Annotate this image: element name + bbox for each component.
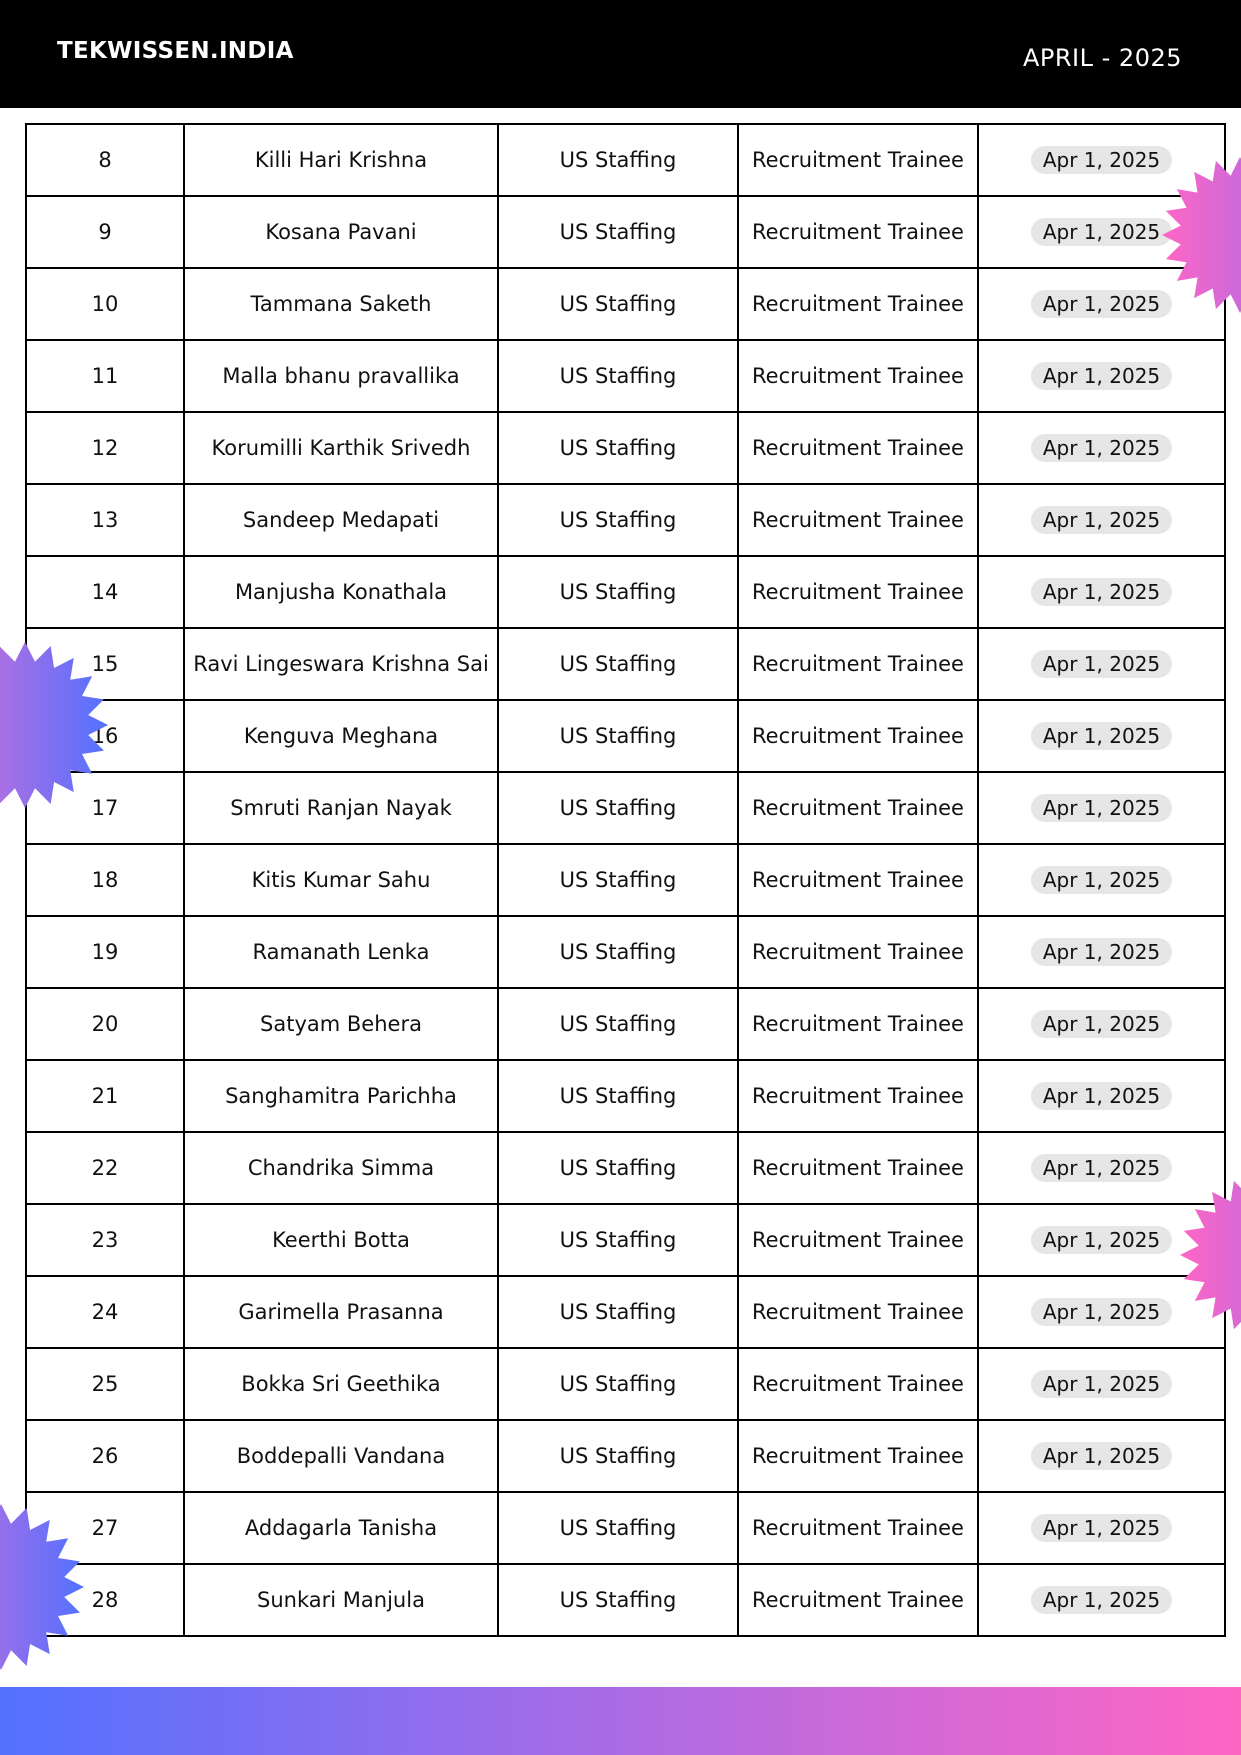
table-row bbox=[26, 916, 1225, 988]
start-date-cell bbox=[978, 1420, 1225, 1492]
role-cell: Recruitment Trainee bbox=[738, 484, 978, 556]
starburst-shape bbox=[1180, 1177, 1241, 1333]
employee-name-cell: Smruti Ranjan Nayak bbox=[184, 772, 498, 844]
department-cell: US Staffing bbox=[498, 772, 738, 844]
table-row bbox=[26, 1348, 1225, 1420]
row-number-cell: 17 bbox=[26, 772, 184, 844]
department-cell: US Staffing bbox=[498, 412, 738, 484]
role-cell: Recruitment Trainee bbox=[738, 844, 978, 916]
start-date-cell bbox=[978, 556, 1225, 628]
starburst-icon bbox=[1160, 155, 1241, 315]
table-row bbox=[26, 340, 1225, 412]
starburst-shape bbox=[0, 642, 108, 808]
table-row bbox=[26, 1492, 1225, 1564]
department-cell: US Staffing bbox=[498, 340, 738, 412]
department-cell: US Staffing bbox=[498, 628, 738, 700]
row-number-cell: 18 bbox=[26, 844, 184, 916]
table-row bbox=[26, 1564, 1225, 1636]
table-row bbox=[26, 196, 1225, 268]
starburst-icon bbox=[0, 1502, 86, 1672]
date-chip: Apr 1, 2025 bbox=[1031, 938, 1172, 966]
row-number-cell: 11 bbox=[26, 340, 184, 412]
role-cell: Recruitment Trainee bbox=[738, 772, 978, 844]
start-date-cell bbox=[978, 772, 1225, 844]
row-number-cell: 14 bbox=[26, 556, 184, 628]
table-row bbox=[26, 484, 1225, 556]
date-chip: Apr 1, 2025 bbox=[1031, 1298, 1172, 1326]
employee-name-cell: Addagarla Tanisha bbox=[184, 1492, 498, 1564]
table-row bbox=[26, 988, 1225, 1060]
row-number-cell: 27 bbox=[26, 1492, 184, 1564]
role-cell: Recruitment Trainee bbox=[738, 1060, 978, 1132]
role-cell: Recruitment Trainee bbox=[738, 1132, 978, 1204]
role-cell: Recruitment Trainee bbox=[738, 124, 978, 196]
employee-name-cell: Malla bhanu pravallika bbox=[184, 340, 498, 412]
start-date-cell bbox=[978, 916, 1225, 988]
date-chip: Apr 1, 2025 bbox=[1031, 578, 1172, 606]
role-cell: Recruitment Trainee bbox=[738, 916, 978, 988]
starburst-icon bbox=[0, 640, 110, 810]
date-chip: Apr 1, 2025 bbox=[1031, 722, 1172, 750]
employee-name-cell: Ramanath Lenka bbox=[184, 916, 498, 988]
table-row bbox=[26, 1060, 1225, 1132]
table-row bbox=[26, 124, 1225, 196]
start-date-cell bbox=[978, 844, 1225, 916]
table-row bbox=[26, 268, 1225, 340]
role-cell: Recruitment Trainee bbox=[738, 1276, 978, 1348]
department-cell: US Staffing bbox=[498, 916, 738, 988]
role-cell: Recruitment Trainee bbox=[738, 268, 978, 340]
start-date-cell bbox=[978, 1564, 1225, 1636]
department-cell: US Staffing bbox=[498, 988, 738, 1060]
table-row bbox=[26, 412, 1225, 484]
date-chip: Apr 1, 2025 bbox=[1031, 1586, 1172, 1614]
role-cell: Recruitment Trainee bbox=[738, 556, 978, 628]
row-number-cell: 16 bbox=[26, 700, 184, 772]
footer-gradient-bar bbox=[0, 1687, 1241, 1755]
employee-name-cell: Garimella Prasanna bbox=[184, 1276, 498, 1348]
employee-name-cell: Sandeep Medapati bbox=[184, 484, 498, 556]
role-cell: Recruitment Trainee bbox=[738, 340, 978, 412]
department-cell: US Staffing bbox=[498, 268, 738, 340]
table-row bbox=[26, 1276, 1225, 1348]
date-chip: Apr 1, 2025 bbox=[1031, 1082, 1172, 1110]
date-chip: Apr 1, 2025 bbox=[1031, 1010, 1172, 1038]
row-number-cell: 15 bbox=[26, 628, 184, 700]
row-number-cell: 24 bbox=[26, 1276, 184, 1348]
date-chip: Apr 1, 2025 bbox=[1031, 146, 1172, 174]
date-chip: Apr 1, 2025 bbox=[1031, 794, 1172, 822]
row-number-cell: 19 bbox=[26, 916, 184, 988]
employee-name-cell: Sunkari Manjula bbox=[184, 1564, 498, 1636]
start-date-cell bbox=[978, 1348, 1225, 1420]
table-row bbox=[26, 1204, 1225, 1276]
start-date-cell bbox=[978, 340, 1225, 412]
department-cell: US Staffing bbox=[498, 556, 738, 628]
employee-name-cell: Korumilli Karthik Srivedh bbox=[184, 412, 498, 484]
table-row bbox=[26, 1420, 1225, 1492]
start-date-cell bbox=[978, 700, 1225, 772]
date-chip: Apr 1, 2025 bbox=[1031, 362, 1172, 390]
start-date-cell bbox=[978, 628, 1225, 700]
department-cell: US Staffing bbox=[498, 1132, 738, 1204]
brand-title: TEKWISSEN.INDIA bbox=[57, 38, 294, 64]
start-date-cell bbox=[978, 1492, 1225, 1564]
department-cell: US Staffing bbox=[498, 1492, 738, 1564]
employee-name-cell: Chandrika Simma bbox=[184, 1132, 498, 1204]
row-number-cell: 28 bbox=[26, 1564, 184, 1636]
role-cell: Recruitment Trainee bbox=[738, 700, 978, 772]
employee-name-cell: Sanghamitra Parichha bbox=[184, 1060, 498, 1132]
table-row bbox=[26, 700, 1225, 772]
employee-table-body bbox=[26, 124, 1225, 1636]
row-number-cell: 25 bbox=[26, 1348, 184, 1420]
role-cell: Recruitment Trainee bbox=[738, 1420, 978, 1492]
row-number-cell: 9 bbox=[26, 196, 184, 268]
employee-name-cell: Manjusha Konathala bbox=[184, 556, 498, 628]
date-chip: Apr 1, 2025 bbox=[1031, 866, 1172, 894]
department-cell: US Staffing bbox=[498, 484, 738, 556]
row-number-cell: 12 bbox=[26, 412, 184, 484]
department-cell: US Staffing bbox=[498, 124, 738, 196]
row-number-cell: 13 bbox=[26, 484, 184, 556]
row-number-cell: 10 bbox=[26, 268, 184, 340]
date-chip: Apr 1, 2025 bbox=[1031, 650, 1172, 678]
employee-name-cell: Boddepalli Vandana bbox=[184, 1420, 498, 1492]
department-cell: US Staffing bbox=[498, 1420, 738, 1492]
employee-name-cell: Killi Hari Krishna bbox=[184, 124, 498, 196]
start-date-cell bbox=[978, 988, 1225, 1060]
date-chip: Apr 1, 2025 bbox=[1031, 506, 1172, 534]
employee-name-cell: Kosana Pavani bbox=[184, 196, 498, 268]
period-label: APRIL - 2025 bbox=[1022, 44, 1182, 72]
role-cell: Recruitment Trainee bbox=[738, 1204, 978, 1276]
employee-name-cell: Kitis Kumar Sahu bbox=[184, 844, 498, 916]
department-cell: US Staffing bbox=[498, 1276, 738, 1348]
department-cell: US Staffing bbox=[498, 196, 738, 268]
start-date-cell bbox=[978, 484, 1225, 556]
table-row bbox=[26, 628, 1225, 700]
date-chip: Apr 1, 2025 bbox=[1031, 1370, 1172, 1398]
row-number-cell: 26 bbox=[26, 1420, 184, 1492]
start-date-cell bbox=[978, 1060, 1225, 1132]
employee-name-cell: Satyam Behera bbox=[184, 988, 498, 1060]
department-cell: US Staffing bbox=[498, 844, 738, 916]
date-chip: Apr 1, 2025 bbox=[1031, 1154, 1172, 1182]
row-number-cell: 23 bbox=[26, 1204, 184, 1276]
employee-name-cell: Kenguva Meghana bbox=[184, 700, 498, 772]
role-cell: Recruitment Trainee bbox=[738, 1348, 978, 1420]
row-number-cell: 22 bbox=[26, 1132, 184, 1204]
row-number-cell: 20 bbox=[26, 988, 184, 1060]
employee-name-cell: Ravi Lingeswara Krishna Sai bbox=[184, 628, 498, 700]
role-cell: Recruitment Trainee bbox=[738, 988, 978, 1060]
department-cell: US Staffing bbox=[498, 1564, 738, 1636]
start-date-cell bbox=[978, 412, 1225, 484]
role-cell: Recruitment Trainee bbox=[738, 628, 978, 700]
role-cell: Recruitment Trainee bbox=[738, 412, 978, 484]
role-cell: Recruitment Trainee bbox=[738, 196, 978, 268]
table-row bbox=[26, 556, 1225, 628]
department-cell: US Staffing bbox=[498, 1204, 738, 1276]
starburst-shape bbox=[1162, 157, 1241, 313]
role-cell: Recruitment Trainee bbox=[738, 1492, 978, 1564]
row-number-cell: 21 bbox=[26, 1060, 184, 1132]
employee-table bbox=[25, 123, 1226, 1637]
department-cell: US Staffing bbox=[498, 1060, 738, 1132]
employee-name-cell: Keerthi Botta bbox=[184, 1204, 498, 1276]
date-chip: Apr 1, 2025 bbox=[1031, 1226, 1172, 1254]
department-cell: US Staffing bbox=[498, 1348, 738, 1420]
page-header bbox=[0, 0, 1241, 108]
table-row bbox=[26, 1132, 1225, 1204]
starburst-icon bbox=[1178, 1175, 1241, 1335]
employee-name-cell: Tammana Saketh bbox=[184, 268, 498, 340]
employee-table-container bbox=[25, 123, 1224, 1637]
starburst-shape bbox=[0, 1504, 84, 1670]
date-chip: Apr 1, 2025 bbox=[1031, 1514, 1172, 1542]
date-chip: Apr 1, 2025 bbox=[1031, 1442, 1172, 1470]
date-chip: Apr 1, 2025 bbox=[1031, 290, 1172, 318]
role-cell: Recruitment Trainee bbox=[738, 1564, 978, 1636]
employee-name-cell: Bokka Sri Geethika bbox=[184, 1348, 498, 1420]
date-chip: Apr 1, 2025 bbox=[1031, 434, 1172, 462]
table-row bbox=[26, 844, 1225, 916]
department-cell: US Staffing bbox=[498, 700, 738, 772]
table-row bbox=[26, 772, 1225, 844]
date-chip: Apr 1, 2025 bbox=[1031, 218, 1172, 246]
row-number-cell: 8 bbox=[26, 124, 184, 196]
